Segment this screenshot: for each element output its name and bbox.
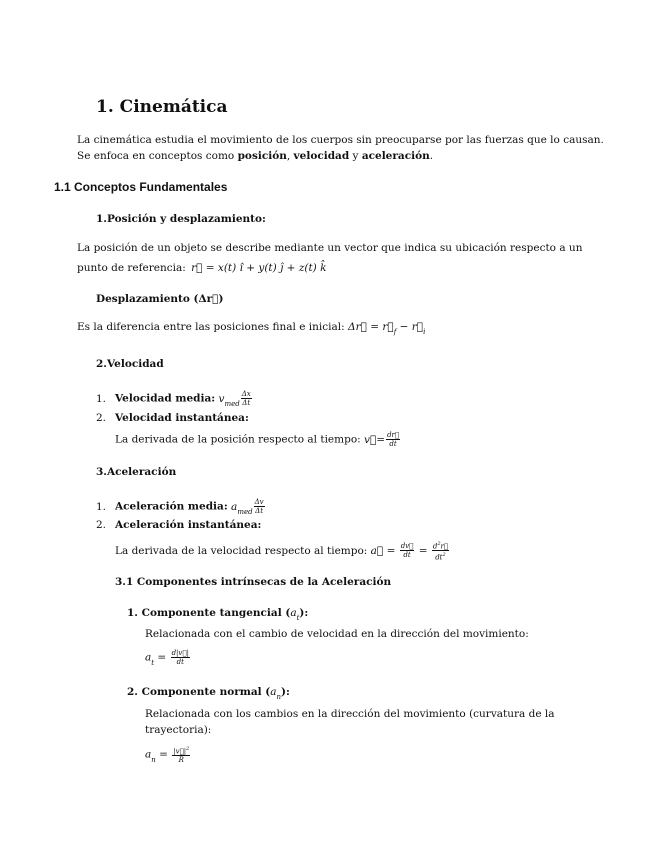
aceleracion-item-2 [96,519,261,531]
normal-heading [127,686,290,701]
intro-comma: , [286,150,294,162]
intro-dot: . [429,150,434,162]
normal-symbol: $a_n$ [270,686,282,701]
aceleracion-media-label: Aceleración media: [115,500,228,513]
velocidad-item-2 [96,412,249,424]
heading-aceleracion: 3.Aceleración [96,466,177,478]
list-number: 2. [96,412,107,424]
intro-y: y [349,150,362,162]
velocidad-instantanea-text: La derivada de la posición respecto al tiempo: [115,433,361,446]
velocidad-media-formula: $v_{med}$ $\frac{\Delta x}{\Delta t}$ [218,390,251,408]
aceleracion-instantanea-formula: a⃗ = $\frac{dv⃗}{dt}$ = $\frac{d^2r⃗}{dt^2}$ [370,541,449,562]
heading-velocidad: 2.Velocidad [96,358,164,370]
normal-label: 2. Componente normal ( [127,686,271,698]
posicion-line-2 [77,262,326,274]
normal-close: ): [281,686,290,698]
aceleracion-instantanea-label: Aceleración instantánea: [115,519,262,531]
normal-text-2: trayectoria): [145,724,212,736]
tangencial-heading [127,607,309,622]
velocidad-item-1 [96,390,253,407]
section-heading-1-1: 1.1 Conceptos Fundamentales [54,180,228,194]
term-posicion: posición [237,150,287,162]
tangencial-close: ): [299,607,309,619]
desplazamiento-line [77,321,426,336]
term-velocidad: velocidad [293,150,350,162]
list-number: 2. [96,519,107,531]
intro-line-2 [77,150,433,162]
aceleracion-instantanea-line [115,540,450,562]
posicion-line-1: La posición de un objeto se describe mediante un vector que indica su ubicación respecto a un [77,242,583,254]
heading-componentes: 3.1 Componentes intrínsecas de la Aceleración [115,576,392,588]
normal-formula: $a_n$ = $\frac{|v⃗|^2}{R}$ [145,746,190,765]
term-aceleracion: aceleración [361,150,430,162]
heading-desplazamiento: Desplazamiento (Δr⃗) [96,293,224,305]
position-vector-formula: r⃗ = x(t) î + y(t) ĵ + z(t) k̂ [191,262,327,274]
velocidad-instantanea-label: Velocidad instantánea: [115,412,249,424]
aceleracion-item-1 [96,498,266,515]
list-number: 1. [96,392,107,405]
desplazamiento-text: Es la diferencia entre las posiciones final e inicial: [77,321,345,333]
list-number: 1. [96,500,107,513]
tangencial-text: Relacionada con el cambio de velocidad en la dirección del movimiento: [145,628,529,640]
posicion-line-2-text: punto de referencia: [77,262,186,274]
heading-posicion: 1.Posición y desplazamiento: [96,213,266,225]
intro-line-1: La cinemática estudia el movimiento de los cuerpos sin preocuparse por las fuerzas que lo causan. [77,134,604,146]
velocidad-media-label: Velocidad media: [115,392,216,405]
velocidad-instantanea-formula: v⃗= $\frac{dr⃗}{dt}$ [364,431,400,448]
aceleracion-instantanea-text: La derivada de la velocidad respecto al tiempo: [115,544,368,557]
tangencial-formula: $a_t$ = $\frac{d|v⃗|}{dt}$ [145,649,189,667]
intro-text: Se enfoca en conceptos como [77,150,238,162]
velocidad-instantanea-line [115,431,401,448]
tangencial-label: 1. Componente tangencial ( [127,607,291,619]
displacement-formula: Δr⃗ = $r⃗_f$ − $r⃗_i$ [348,321,426,336]
aceleracion-media-formula: $a_{med}$ $\frac{\Delta v}{\Delta t}$ [231,498,264,516]
normal-text-1: Relacionada con los cambios en la dirección del movimiento (curvatura de la [145,708,555,720]
tangential-symbol: $a_t$ [290,607,300,622]
page-title: 1. Cinemática [96,97,228,117]
